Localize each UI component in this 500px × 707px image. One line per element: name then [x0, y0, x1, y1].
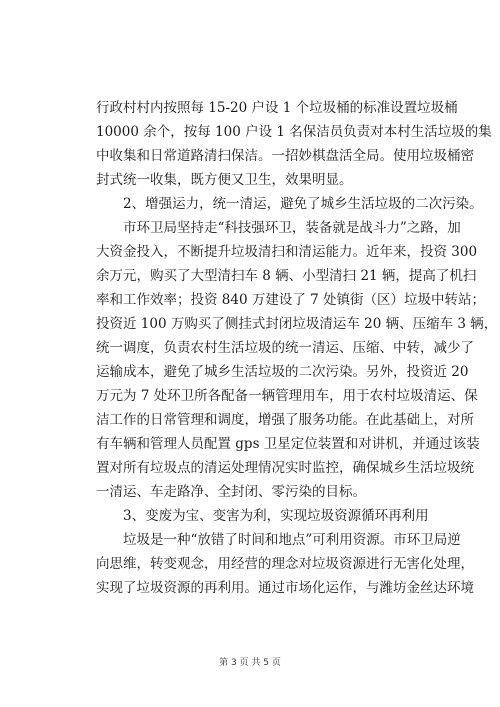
text-line-15: 有车辆和管理人员配置 gps 卫星定位装置和对讲机，并通过该装 [96, 436, 480, 452]
text-line-21: 实现了垃圾资源的再利用。通过市场化运作，与潍坊金丝达环境 [96, 580, 474, 596]
page-number-footer: 第 3 页 共 5 页 [219, 658, 281, 668]
text-line-8: 余万元，购买了大型清扫车 8 辆、小型清扫 21 辆，提高了机扫 [96, 268, 477, 284]
text-line-2: 10000 余个，按每 100 户设 1 名保洁员负责对本村生活垃圾的集 [96, 124, 492, 140]
text-line-19: 垃圾是一种“放错了时间和地点”可利用资源。市环卫局逆 [96, 532, 461, 548]
text-line-1: 行政村村内按照每 15-20 户设 1 个垃圾桶的标准设置垃圾桶 [96, 100, 458, 116]
text-line-7: 大资金投入，不断提升垃圾清扫和清运能力。近年来，投资 300 [96, 244, 478, 260]
text-line-17: 一清运、车走路净、全封闭、零污染的目标。 [96, 484, 366, 500]
text-line-3: 中收集和日常道路清扫保洁。一招妙棋盘活全局。使用垃圾桶密 [96, 148, 474, 164]
text-line-4: 封式统一收集，既方便又卫生，效果明显。 [96, 172, 353, 188]
text-line-16: 置对所有垃圾点的清运处理情况实时监控，确保城乡生活垃圾统 [96, 460, 474, 476]
text-line-14: 洁工作的日常管理和调度，增强了服务功能。在此基础上，对所 [96, 412, 474, 428]
text-line-12: 运输成本，避免了城乡生活垃圾的二次污染。另外，投资近 20 [96, 364, 469, 380]
text-line-11: 统一调度，负责农村生活垃圾的统一清运、压缩、中转，减少了 [96, 340, 474, 356]
text-line-6: 市环卫局坚持走“科技强环卫，装备就是战斗力”之路，加 [96, 220, 461, 236]
body-text [96, 96, 498, 600]
text-line-13: 万元为 7 处环卫所各配备一辆管理用车，用于农村垃圾清运、保 [96, 388, 478, 404]
section-heading-2: 2、增强运力，统一清运，避免了城乡生活垃圾的二次污染。 [96, 196, 483, 212]
text-line-9: 率和工作效率；投资 840 万建设了 7 处镇街（区）垃圾中转站； [96, 292, 486, 308]
text-line-20: 向思维，转变观念，用经营的理念对垃圾资源进行无害化处理， [96, 556, 474, 572]
section-heading-3: 3、变废为宝、变害为利，实现垃圾资源循环再利用 [96, 508, 429, 524]
text-line-10: 投资近 100 万购买了侧挂式封闭垃圾清运车 20 辆、压缩车 3 辆， [96, 316, 498, 332]
